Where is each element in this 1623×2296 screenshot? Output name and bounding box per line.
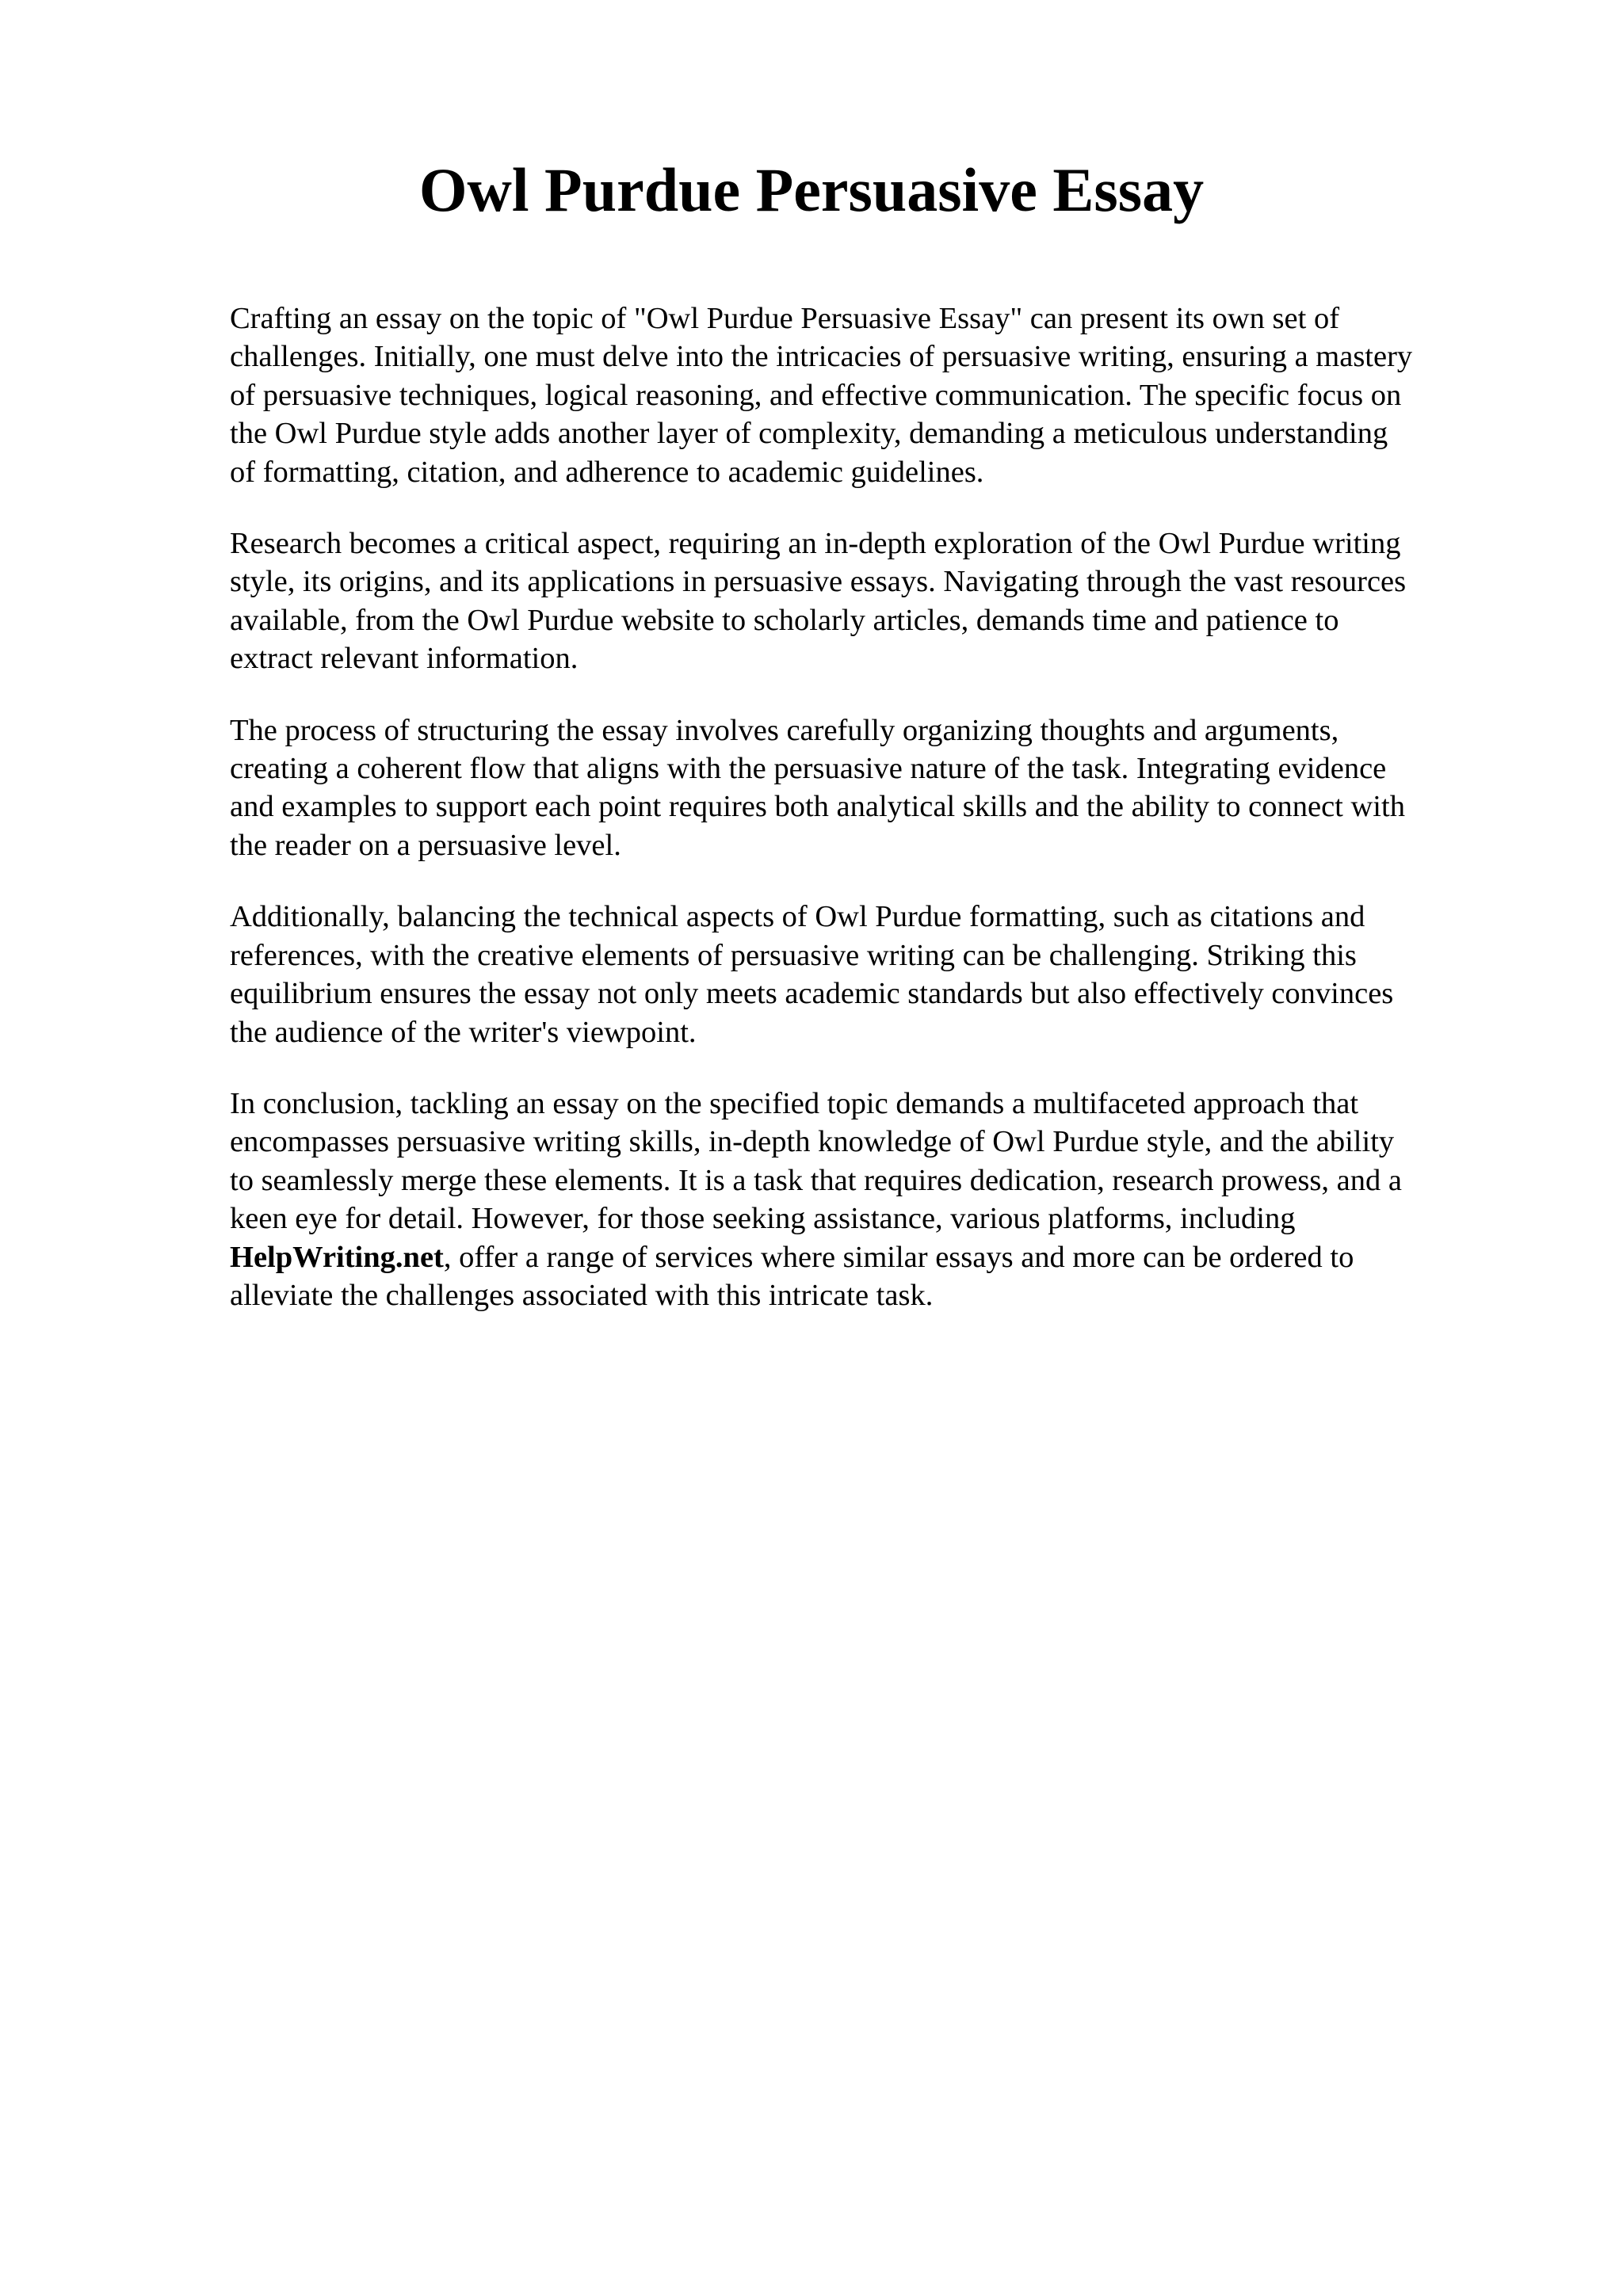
text-line: alleviate the challenges associated with this intricate task. (230, 1278, 934, 1312)
text-line: equilibrium ensures the essay not only meets academic standards but also effectively convinces (230, 977, 1394, 1011)
document-body (230, 299, 1514, 1348)
text-line: extract relevant information. (230, 642, 579, 676)
text-line: references, with the creative elements of persuasive writing can be challenging. Striking this (230, 938, 1357, 972)
text-line: style, its origins, and its applications in persuasive essays. Navigating through the vast resources (230, 565, 1407, 599)
paragraph-1 (230, 299, 1514, 491)
brand-name: HelpWriting.net (230, 1240, 444, 1274)
paragraph-4 (230, 898, 1514, 1051)
text-line: available, from the Owl Purdue website to scholarly articles, demands time and patience to (230, 603, 1339, 637)
text-line: The process of structuring the essay involves carefully organizing thoughts and arguments, (230, 713, 1339, 747)
text-line: creating a coherent flow that aligns with the persuasive nature of the task. Integrating evidence (230, 752, 1387, 786)
text-line: Research becomes a critical aspect, requiring an in-depth exploration of the Owl Purdue writing (230, 527, 1401, 561)
text-line: and examples to support each point requires both analytical skills and the ability to connect with (230, 790, 1405, 824)
text-line: the audience of the writer's viewpoint. (230, 1015, 697, 1049)
paragraph-2 (230, 524, 1514, 678)
text-line: challenges. Initially, one must delve into the intricacies of persuasive writing, ensuring a mastery (230, 340, 1413, 374)
text-line: Crafting an essay on the topic of "Owl Purdue Persuasive Essay" can present its own set of (230, 302, 1340, 335)
text-after-brand: , offer a range of services where similar essays and more can be ordered to (443, 1240, 1354, 1274)
paragraph-3 (230, 711, 1514, 865)
text-line: encompasses persuasive writing skills, in-depth knowledge of Owl Purdue style, and the ability (230, 1125, 1395, 1159)
text-line: of formatting, citation, and adherence to academic guidelines. (230, 455, 984, 489)
text-line: the reader on a persuasive level. (230, 828, 621, 862)
text-line: the Owl Purdue style adds another layer of complexity, demanding a meticulous understanding (230, 417, 1388, 451)
text-line: to seamlessly merge these elements. It is a task that requires dedication, research prowess, and a (230, 1163, 1402, 1197)
document-title: Owl Purdue Persuasive Essay (418, 155, 1205, 224)
text-line: keen eye for detail. However, for those seeking assistance, various platforms, including (230, 1202, 1296, 1236)
paragraph-5 (230, 1085, 1514, 1314)
text-line-with-brand (230, 1238, 1514, 1276)
text-line: Additionally, balancing the technical aspects of Owl Purdue formatting, such as citations and (230, 900, 1365, 934)
text-line: In conclusion, tackling an essay on the specified topic demands a multifaceted approach that (230, 1086, 1359, 1120)
text-line: of persuasive techniques, logical reasoning, and effective communication. The specific focus on (230, 378, 1402, 412)
